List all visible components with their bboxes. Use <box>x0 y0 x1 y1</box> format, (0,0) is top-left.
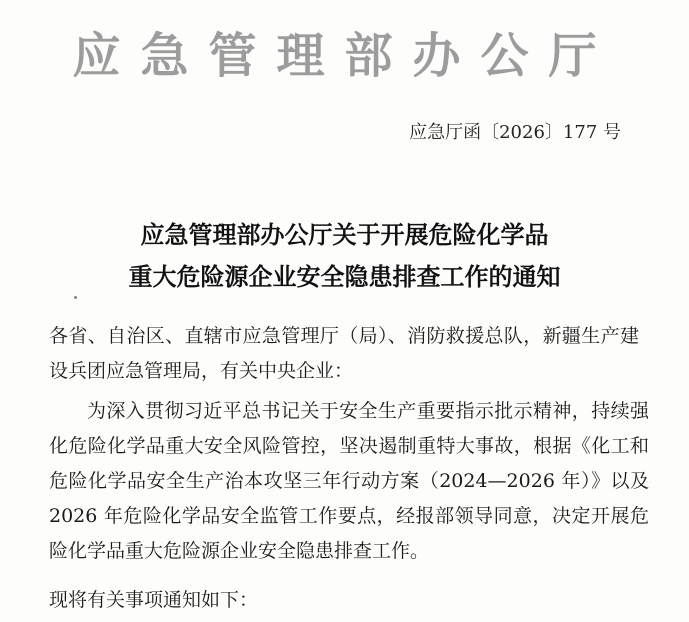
addressee-paragraph: 各省、自治区、直辖市应急管理厅（局）、消防救援总队，新疆生产建设兵团应急管理局，有关中央企业： <box>49 325 639 382</box>
scan-speck <box>74 296 77 299</box>
notice-title-line-2: 重大危险源企业安全隐患排查工作的通知 <box>128 263 561 291</box>
document-number: 应急厅函〔2026〕177 号 <box>409 122 621 143</box>
closing-line: 现将有关事项通知如下： <box>49 589 259 611</box>
notice-title-line-1: 应急管理部办公厅关于开展危险化学品 <box>140 221 549 249</box>
body-paragraph: 为深入贯彻习近平总书记关于安全生产重要指示批示精神，持续强化危险化学品重大安全风险管控，坚决遏制重特大事故，根据《化工和危险化学品安全生产治本攻坚三年行动方案（2024—2026 年）》以及 2026 年危险化学品安全监管工作要点，经报部领导同意，决定开展危险化学品重大危险源企业安全隐患排查工作。 <box>49 400 649 562</box>
notice-title <box>0 214 689 298</box>
issuing-organization-title: 应急管理部办公厅 <box>72 28 617 84</box>
